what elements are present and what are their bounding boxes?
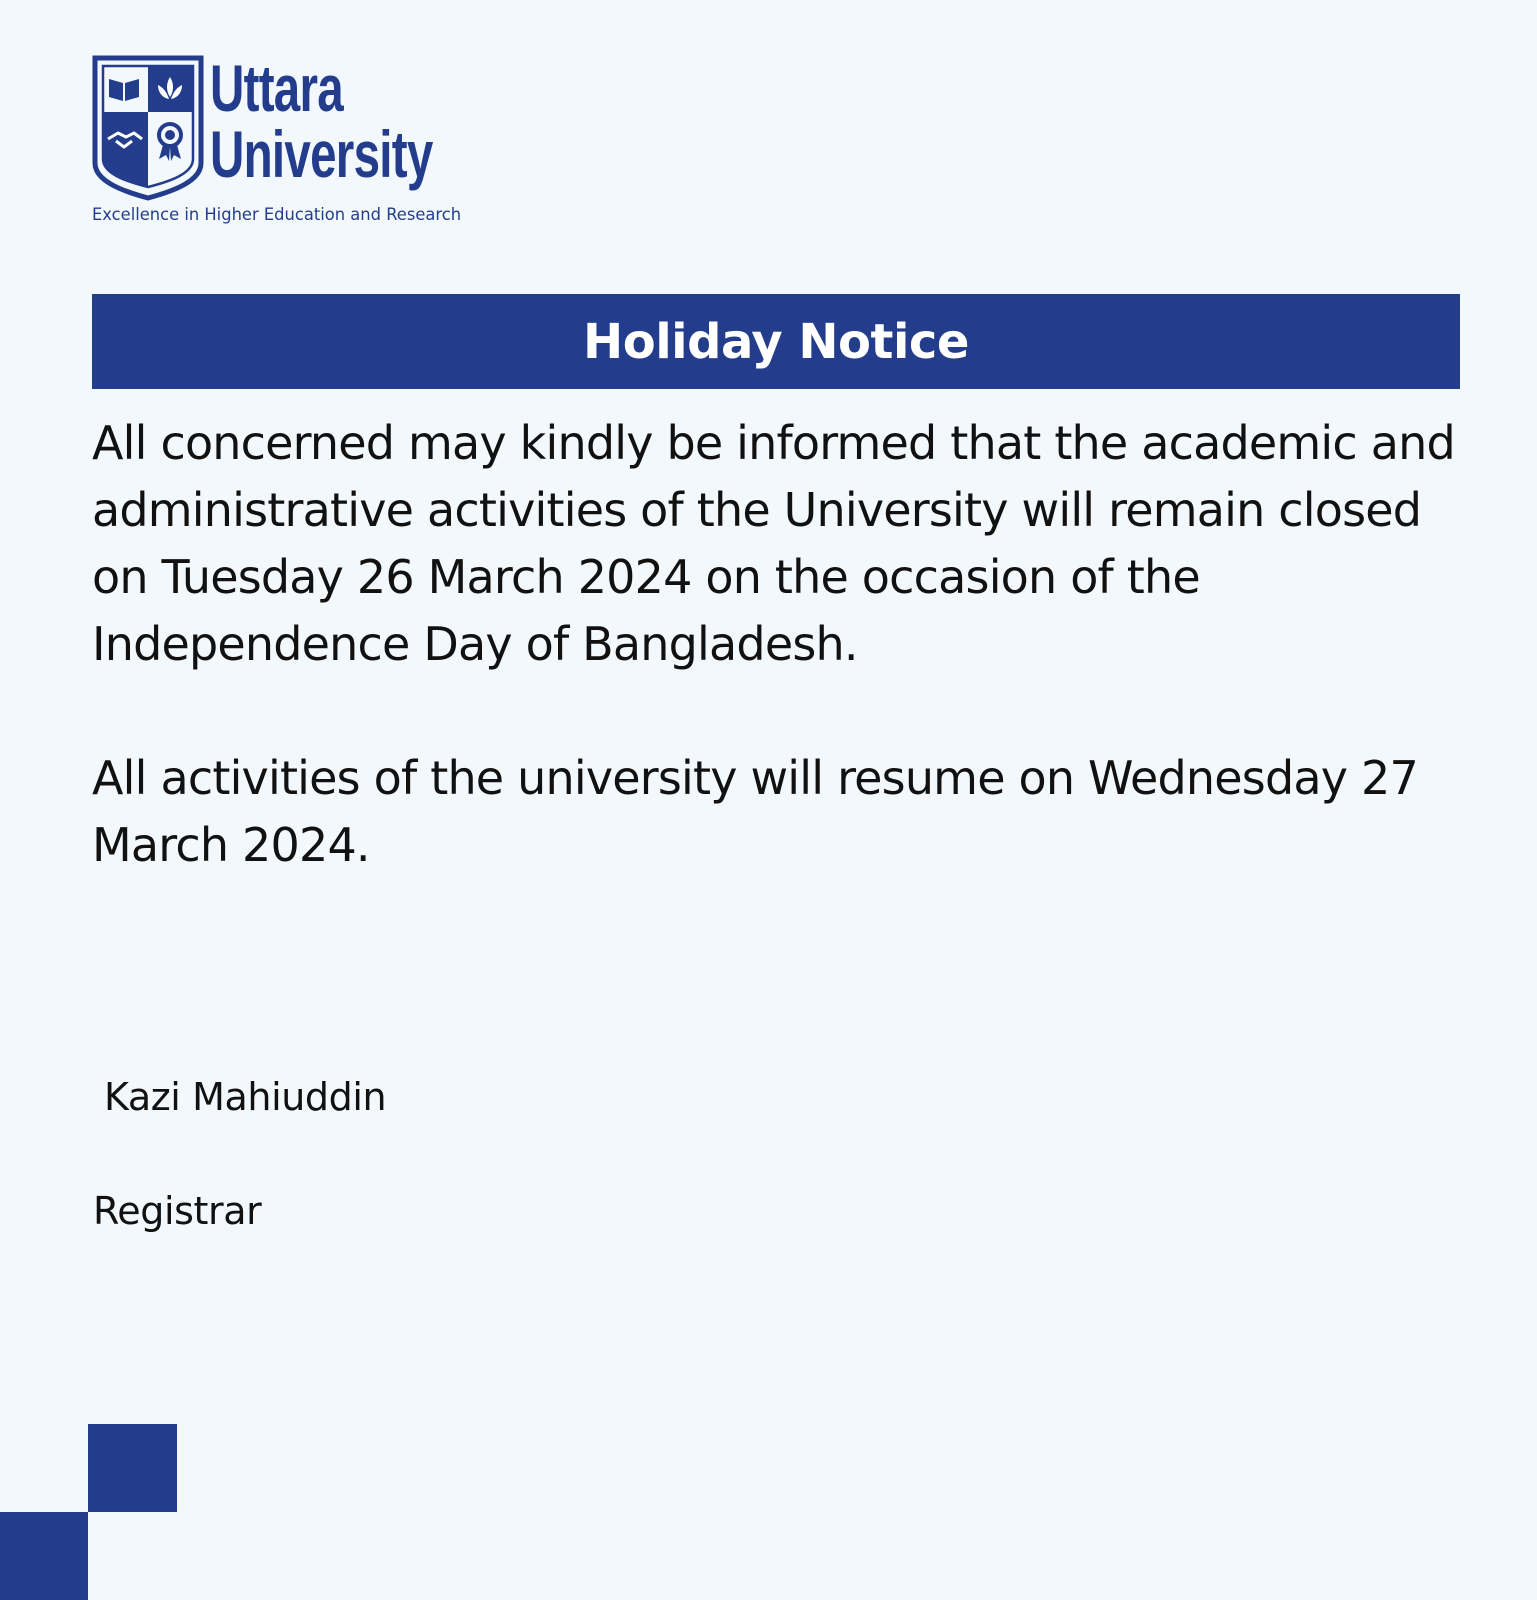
award-icon xyxy=(159,124,181,161)
signatory-name: Kazi Mahiuddin xyxy=(104,1075,387,1119)
university-name-line1: Uttara xyxy=(210,51,343,125)
book-icon xyxy=(109,79,139,101)
university-name-line2: University xyxy=(210,117,433,191)
notice-title-banner xyxy=(92,294,1460,389)
shield-crest-icon xyxy=(92,55,204,201)
notice-paragraph-closure: All concerned may kindly be informed that the academic and administrative activities of the University will remain closed on Tuesday 26 March 2024 on the occasion of the Independence Day of Bangladesh. xyxy=(92,416,1455,671)
decorative-square-lower xyxy=(0,1512,88,1600)
signatory-title: Registrar xyxy=(93,1189,262,1233)
notice-title: Holiday Notice xyxy=(583,313,969,370)
university-wordmark xyxy=(210,51,519,191)
notice-body xyxy=(92,410,1472,879)
notice-paragraph-resume: All activities of the university will resume on Wednesday 27 March 2024. xyxy=(92,751,1418,872)
university-tagline: Excellence in Higher Education and Research xyxy=(92,205,462,225)
decorative-square-upper xyxy=(88,1424,177,1512)
university-logo xyxy=(92,51,462,230)
